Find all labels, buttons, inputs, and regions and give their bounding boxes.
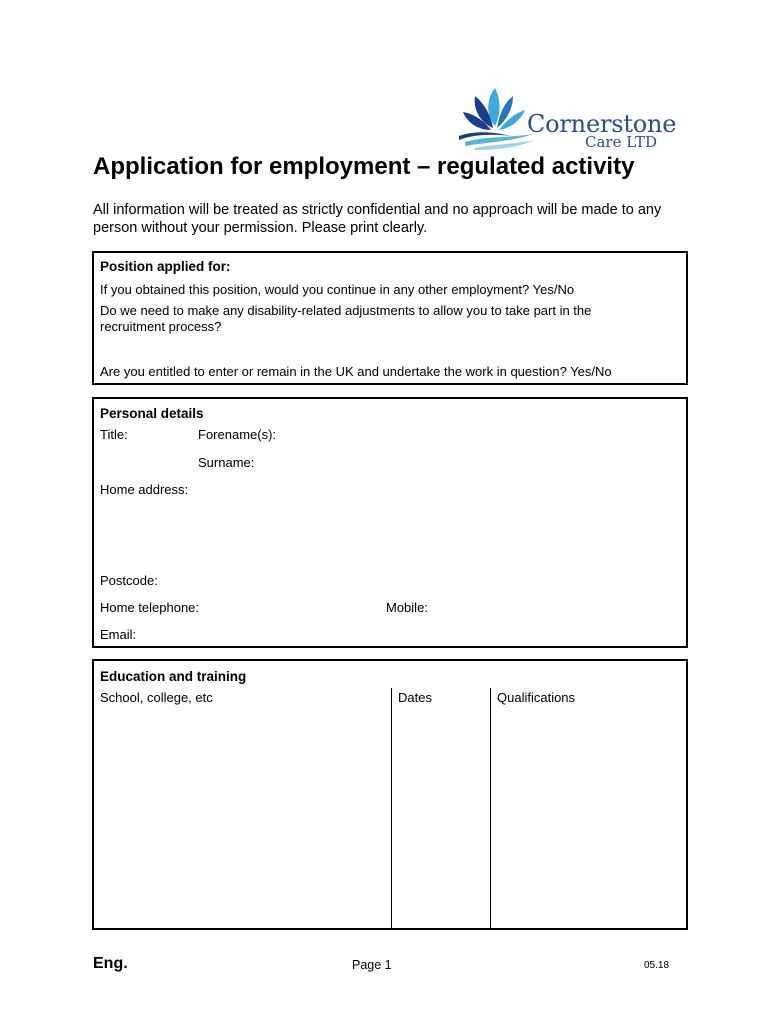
page-title: Application for employment – regulated activity (93, 153, 635, 180)
page-number: Page 1 (352, 958, 392, 972)
education-heading: Education and training (100, 669, 247, 684)
version-code: 05.18 (644, 960, 670, 971)
adjustments-question-line1: Do we need to make any disability-related adjustments to allow you to take part in the (100, 303, 592, 318)
lotus-wave-icon (455, 86, 535, 152)
company-logo (455, 86, 680, 152)
logo-subtitle: Care LTD (585, 133, 658, 151)
forename-label: Forename(s): (198, 427, 277, 442)
home-telephone-label: Home telephone: (100, 600, 200, 615)
school-column-header: School, college, etc (100, 690, 213, 705)
right-to-work-question: Are you entitled to enter or remain in the UK and undertake the work in question? Yes/No (100, 364, 612, 379)
surname-label: Surname: (198, 455, 255, 470)
personal-details-heading: Personal details (100, 406, 204, 421)
dates-column-header: Dates (398, 690, 432, 705)
logo-name: Cornerstone (527, 110, 677, 138)
other-employment-question: If you obtained this position, would you continue in any other employment? Yes/No (100, 282, 575, 297)
postcode-label: Postcode: (100, 573, 158, 588)
intro-text: All information will be treated as strictly confidential and no approach will be made to any person without your permission. Please print clearly. (93, 202, 662, 236)
home-address-label: Home address: (100, 482, 189, 497)
position-heading: Position applied for: (100, 259, 231, 274)
email-label: Email: (100, 627, 137, 642)
language-code: Eng. (93, 955, 128, 972)
qualifications-column-header: Qualifications (497, 690, 576, 705)
column-divider (391, 688, 392, 929)
mobile-label: Mobile: (386, 600, 428, 615)
title-label: Title: (100, 427, 128, 442)
column-divider (490, 688, 491, 929)
adjustments-question-line2: recruitment process? (100, 319, 222, 334)
